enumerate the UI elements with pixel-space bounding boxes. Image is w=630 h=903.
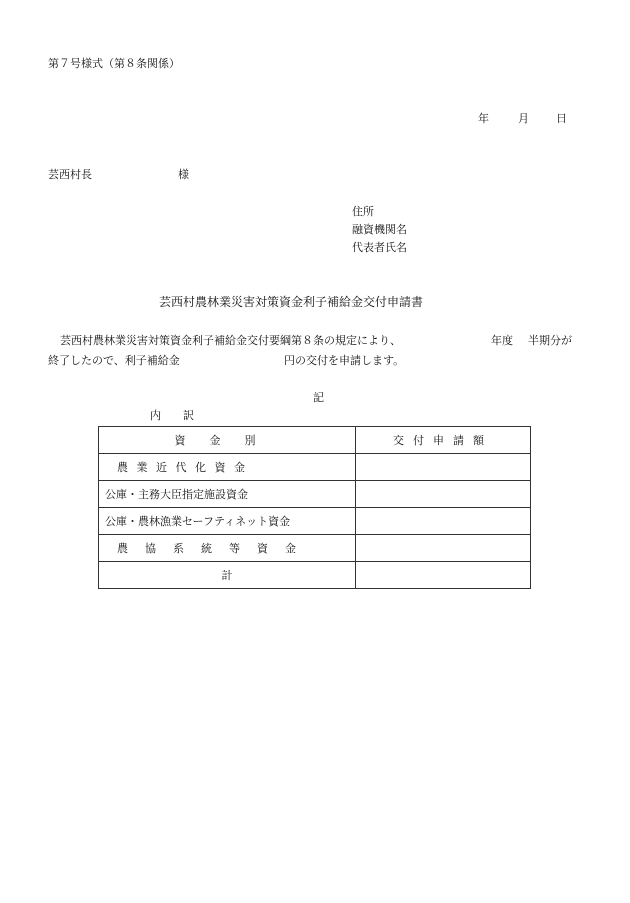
- form-number: 第７号様式（第８条関係）: [48, 57, 180, 70]
- body-text-line1: 芸西村農林業災害対策資金利子補給金交付要綱第８条の規定により、: [60, 334, 401, 347]
- table-row: [99, 454, 531, 481]
- body-text-line2b: 円の交付を申請します。: [284, 354, 405, 367]
- breakdown-table: [98, 426, 531, 589]
- fiscal-year-label: 年度: [491, 334, 513, 347]
- fund-name: 公庫・農林漁業セーフティネット資金: [99, 508, 356, 535]
- body-text-line2a: 終了したので、利子補給金: [48, 354, 180, 367]
- total-label: 計: [99, 562, 356, 589]
- fund-name: 公庫・主務大臣指定施設資金: [99, 481, 356, 508]
- date-day-label: 日: [556, 112, 567, 125]
- table-row: [99, 481, 531, 508]
- ki-label: 記: [313, 391, 324, 404]
- addressee-name: 芸西村長: [48, 168, 92, 181]
- applicant-representative-label: 代表者氏名: [352, 241, 407, 254]
- addressee-honorific: 様: [178, 168, 189, 181]
- fund-name: 農協系統等資金: [99, 535, 356, 562]
- applicant-institution-label: 融資機関名: [352, 223, 407, 236]
- table-row: [99, 535, 531, 562]
- fund-name: 農業近代化資金: [99, 454, 356, 481]
- table-header-row: [99, 427, 531, 454]
- header-fund-type: 資金別: [99, 427, 356, 454]
- half-period-label: 半期分が: [528, 334, 572, 347]
- header-request-amount: 交付申請額: [356, 427, 531, 454]
- date-month-label: 月: [518, 112, 529, 125]
- total-amount: [356, 562, 531, 589]
- fund-amount: [356, 535, 531, 562]
- table-row: [99, 508, 531, 535]
- fund-amount: [356, 481, 531, 508]
- breakdown-label: 内 訳: [150, 409, 194, 422]
- fund-amount: [356, 508, 531, 535]
- fund-amount: [356, 454, 531, 481]
- document-title: 芸西村農林業災害対策資金利子補給金交付申請書: [159, 295, 424, 309]
- applicant-address-label: 住所: [352, 205, 374, 218]
- date-year-label: 年: [478, 112, 489, 125]
- table-total-row: [99, 562, 531, 589]
